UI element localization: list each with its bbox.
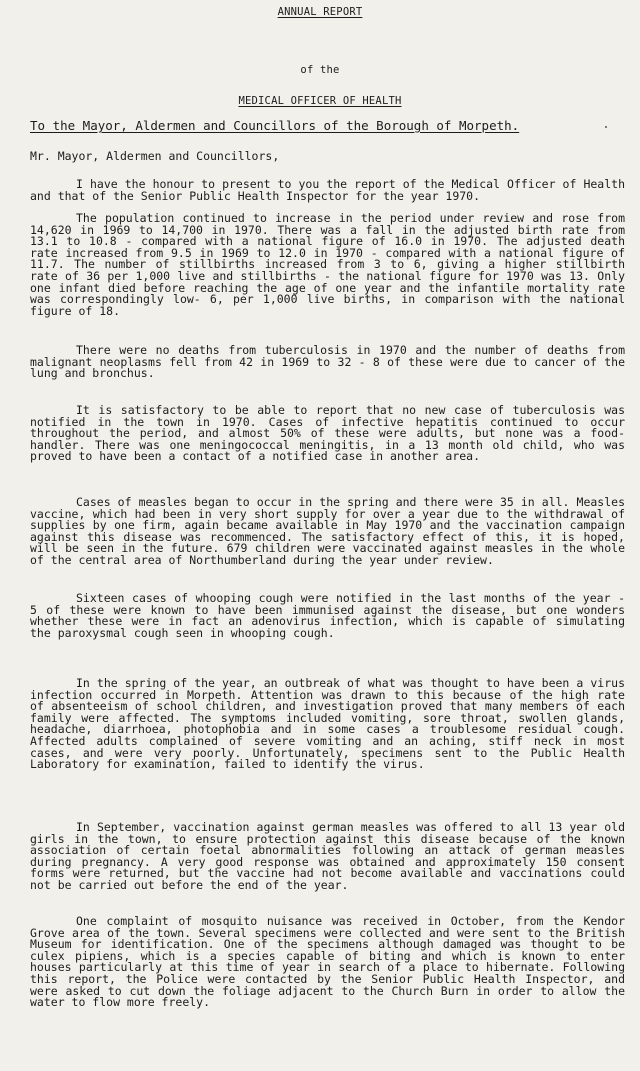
paragraph-introduction: I have the honour to present to you the report of the Medical Officer of Health and that of the Senior Public Health Inspector for the year 1970. (30, 177, 625, 203)
report-title: ANNUAL REPORT (277, 6, 363, 18)
paragraph-deaths: There were no deaths from tuberculosis in 1970 and the number of deaths from malignant neoplasms fell from 42 in 1969 to 32 - 8 of these were due to cancer of the lung and bronchus. (30, 343, 625, 381)
paragraph-virus-outbreak: In the spring of the year, an outbreak of what was thought to have been a virus infection occurred in Morpeth. Attention was drawn to this because of the high rate of absenteeism of school children, and investigation proved that many members of each family were affected. The symptoms included vomiting, sore throat, swollen glands, headache, diarrhoea, photophobia and in some cases a troublesome residual cough. Affected adults complained of severe vomiting and an aching, stiff neck in most cases, and were very poorly. Unfortunately, specimens sent to the Public Health Laboratory for examination, failed to identify the virus. (30, 676, 625, 772)
addressee-line: To the Mayor, Aldermen and Councillors of the Borough of Morpeth. (30, 118, 520, 133)
paragraph-whooping-cough: Sixteen cases of whooping cough were notified in the last months of the year - 5 of these were known to have been immunised against the disease, but one wonders whether these were in fact an adenovirus infection, which is capable of simulating the paroxysmal cough seen in whooping cough. (30, 591, 625, 640)
report-title-connector: of the (300, 64, 340, 76)
paragraph-german-measles: In September, vaccination against german measles was offered to all 13 year old girls in the town, to ensure protection against this disease because of the known association of certain foetal abnormalities following an attack of german measles during pregnancy. A very good response was obtained and approximately 150 consent forms were returned, but the vaccine had not become available and vaccinations could not be carried out before the end of the year. (30, 820, 625, 892)
paragraph-measles: Cases of measles began to occur in the spring and there were 35 in all. Measles vaccine, which had been in very short supply for over a year due to the withdrawal of supplies by one firm, again became available in May 1970 and the vaccination campaign against this disease was recommenced. The satisfactory effect of this, it is hoped, will be seen in the future. 679 children were vaccinated against measles in the whole of the central area of Northumberland during the year under review. (30, 495, 625, 567)
report-title-officer: MEDICAL OFFICER OF HEALTH (238, 95, 402, 107)
stray-dot (605, 126, 607, 128)
paragraph-mosquito: One complaint of mosquito nuisance was received in October, from the Kendor Grove area of the town. Several specimens were collected and were sent to the British Museum for identification. One of the specimens although damaged was thought to be culex pipiens, which is a species capable of biting and which is known to enter houses particularly at this time of year in search of a place to hibernate. Following this report, the Police were contacted by the Senior Public Health Inspector, and were asked to cut down the foliage adjacent to the Church Burn in order to allow the water to flow more freely. (30, 914, 625, 1010)
paragraph-tuberculosis: It is satisfactory to be able to report that no new case of tuberculosis was notified in the town in 1970. Cases of infective hepatitis continued to occur throughout the period, and almost 50% of these were adults, but none was a food-handler. There was one meningococcal meningitis, in a 13 month old child, who was proved to have been a contact of a notified case in another area. (30, 403, 625, 464)
paragraph-population: The population continued to increase in the period under review and rose from 14,620 in 1969 to 14,700 in 1970. There was a fall in the adjusted birth rate from 13.1 to 10.8 - compared with a national figure of 16.0 in 1970. The adjusted death rate increased from 9.5 in 1969 to 12.0 in 1970 - compared with a national figure of 11.7. The number of stillbirths increased from 3 to 6, giving a higher stillbirth rate of 36 per 1,000 live and stillbirths - the national figure for 1970 was 13. Only one infant died before reaching the age of one year and the infantile mortality rate was correspondingly low- 6, per 1,000 live births, in comparison with the national figure of 18. (30, 211, 625, 318)
salutation: Mr. Mayor, Aldermen and Councillors, (30, 149, 280, 163)
